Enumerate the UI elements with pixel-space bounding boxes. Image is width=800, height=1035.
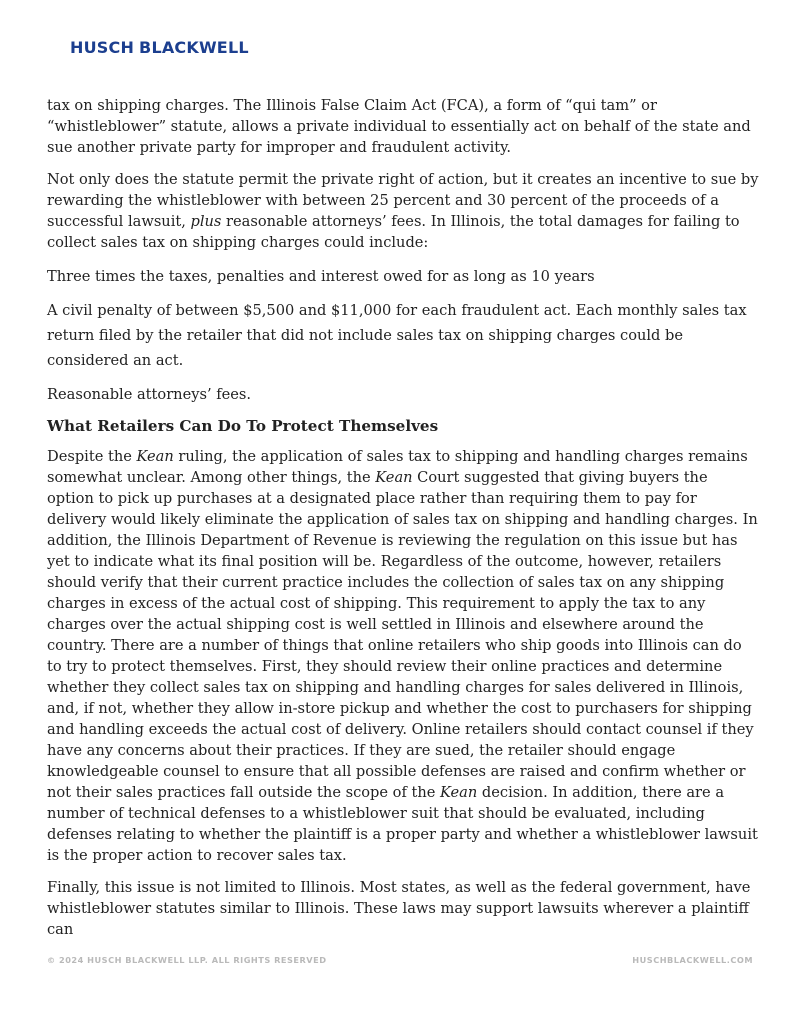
emphasis-kean-1: Kean bbox=[136, 448, 174, 465]
emphasis-kean-2: Kean bbox=[375, 469, 413, 486]
logo-word-husch: HUSCH bbox=[70, 38, 135, 57]
paragraph-incentive-text-a: Not only does the statute permit the private right of action, but it creates an incentive to sue by rewarding the whistleblower with between 25 percent and 30 percent of the proceeds of a successful lawsuit, bbox=[47, 171, 759, 230]
footer-copyright: © 2024 HUSCH BLACKWELL LLP. ALL RIGHTS RESERVED bbox=[47, 955, 327, 965]
logo-word-blackwell: BLACKWELL bbox=[139, 38, 249, 57]
emphasis-plus: plus bbox=[190, 213, 222, 230]
paragraph-protection-text-b: ruling, the application of sales tax to shipping and handling charges remains somewhat unclear. Among other things, the bbox=[47, 448, 748, 486]
section-heading: What Retailers Can Do To Protect Themselves bbox=[47, 417, 439, 435]
damages-item-civil-penalty: A civil penalty of between $5,500 and $11,000 for each fraudulent act. Each monthly sales tax return filed by the retailer that did not include sales tax on shipping charges could be considered an act. bbox=[47, 302, 747, 369]
damages-item-attorney-fees: Reasonable attorneys’ fees. bbox=[47, 386, 252, 403]
paragraph-protection-text-c: Court suggested that giving buyers the option to pick up purchases at a designated place rather than requiring them to pay for delivery would likely eliminate the application of sales tax on shipping and handling charges. In addition, the Illinois Department of Revenue is reviewing the regulation on this issue but has yet to indicate what its final position will be. Regardless of the outcome, however, retailers should verify that their current practice includes the collection of sales tax on any shipping charges in excess of the actual cost of shipping. This requirement to apply the tax to any charges over the actual shipping cost is well settled in Illinois and elsewhere around the country. There are a number of things that online retailers who ship goods into Illinois can do to try to protect themselves. First, they should review their online practices and determine whether they collect sales tax on shipping and handling charges for sales delivered in Illinois, and, if not, whether they allow in-store pickup and whether the cost to purchasers for shipping and handling exceeds the actual cost of delivery. Online retailers should contact counsel if they have any concerns about their practices. If they are sued, the retailer should engage knowledgeable counsel to ensure that all possible defenses are raised and confirm whether or not their sales practices fall outside the scope of the bbox=[47, 469, 758, 801]
paragraph-protection-text-d: decision. In addition, there are a number of technical defenses to a whistleblower suit that should be evaluated, including defenses relating to whether the plaintiff is a proper party and whether a whistleblower lawsuit is the proper action to recover sales tax. bbox=[47, 784, 758, 864]
emphasis-kean-3: Kean bbox=[440, 784, 478, 801]
article-body bbox=[47, 95, 759, 951]
paragraph-fca-intro: tax on shipping charges. The Illinois False Claim Act (FCA), a form of “qui tam” or “whistleblower” statute, allows a private individual to essentially act on behalf of the state and sue another private party for improper and fraudulent activity. bbox=[47, 97, 751, 156]
paragraph-protection bbox=[47, 446, 759, 866]
paragraph-incentive bbox=[47, 169, 759, 253]
footer-website-link[interactable]: HUSCHBLACKWELL.COM bbox=[632, 955, 753, 965]
husch-blackwell-logo bbox=[70, 38, 249, 57]
paragraph-incentive-text-b: reasonable attorneys’ fees. In Illinois, the total damages for failing to collect sales tax on shipping charges could include: bbox=[47, 213, 740, 251]
damages-item-treble: Three times the taxes, penalties and interest owed for as long as 10 years bbox=[47, 268, 595, 285]
paragraph-finally: Finally, this issue is not limited to Illinois. Most states, as well as the federal government, have whistleblower statutes similar to Illinois. These laws may support lawsuits wherever a plaintiff can bbox=[47, 879, 751, 938]
paragraph-protection-text-a: Despite the bbox=[47, 448, 137, 465]
